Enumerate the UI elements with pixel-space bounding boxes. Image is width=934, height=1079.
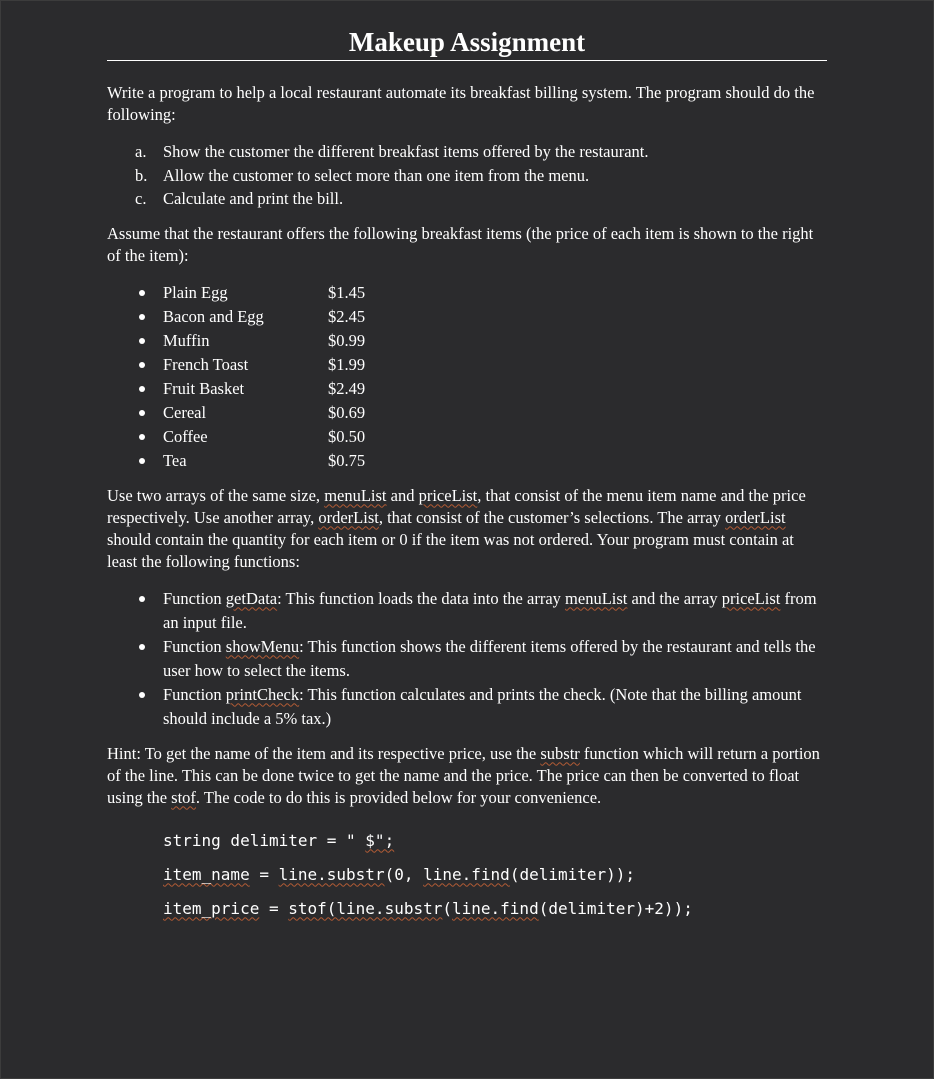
document-page [107,26,827,933]
flagged-word: getData [225,588,278,608]
menu-item-price: $0.69 [328,402,366,422]
requirements-list [107,140,827,211]
menu-item-name: French Toast [163,354,249,374]
flagged-code: item_price [163,898,260,918]
bullet-icon [139,458,145,464]
requirement-text: Calculate and print the bill. [163,189,344,208]
text-run: , that consist of the menu item name and the price respectively. Use another array, [107,485,806,527]
code-run: (delimiter)+2)); [538,898,693,918]
code-run: = [249,864,279,884]
bullet-icon [139,314,145,320]
menu-item-price: $1.99 [328,354,366,374]
hint-paragraph [107,743,827,809]
list-marker: b. [135,165,148,185]
bullet-icon [139,410,145,416]
menu-item [107,329,827,353]
code-block [107,831,827,918]
list-marker: c. [135,189,147,208]
menu-item [107,353,827,377]
menu-item [107,281,827,305]
flagged-word: stof [171,787,196,807]
function-item [107,683,827,731]
flagged-code: line.find [452,898,539,918]
flagged-code: item_name [163,864,250,884]
flagged-word: priceList [721,588,781,608]
flagged-word: substr [540,743,580,763]
code-run: (delimiter)); [509,864,636,884]
function-item [107,587,827,635]
code-run: ( [442,898,452,918]
requirement-text: Allow the customer to select more than one item from the menu. [163,165,590,185]
menu-item [107,305,827,329]
code-run: = [259,898,289,918]
text-run: . The code to do this is provided below for your convenience. [195,787,602,807]
menu-item-name: Plain Egg [163,282,228,302]
function-item [107,635,827,683]
flagged-word: menuList [565,588,628,608]
flagged-word: printCheck [225,684,300,704]
arrays-paragraph [107,485,827,573]
menu-item [107,401,827,425]
flagged-code: line.substr [278,864,385,884]
bullet-icon [139,386,145,392]
text-run: , that consist of the customer’s selections. The array [378,507,726,527]
flagged-word: showMenu [225,636,300,656]
requirement-item [107,140,827,164]
functions-list [107,587,827,731]
flagged-word: orderList [318,507,379,527]
menu-item-name: Bacon and Egg [163,306,264,326]
menu-item-name: Tea [163,450,187,470]
intro-paragraph: Write a program to help a local restaurant automate its breakfast billing system. The program should do the following: [107,83,815,124]
menu-item-price: $2.49 [328,378,366,398]
assume-paragraph: Assume that the restaurant offers the following breakfast items (the price of each item is shown to the right of the item): [107,223,814,265]
menu-item-name: Muffin [163,330,210,350]
page-title: Makeup Assignment [107,26,827,61]
menu-item-price: $0.75 [328,450,366,470]
text-run: : This function shows the different items offered by the restaurant and tells the user how to select the items. [163,636,816,680]
bullet-icon [139,362,145,368]
requirement-item [107,187,827,211]
menu-item-price: $1.45 [328,282,366,302]
flagged-word: orderList [725,507,786,527]
menu-item [107,449,827,473]
text-run: and [386,485,419,505]
menu-item [107,377,827,401]
bullet-icon [139,644,145,650]
text-run: and the array [627,588,722,608]
text-run: should contain the quantity for each item or 0 if the item was not ordered. Your program must contain at least the following functions: [107,529,794,571]
text-run: Function [163,684,226,704]
text-run: : This function calculates and prints the check. (Note that the billing amount should include a 5% tax.) [163,684,802,728]
flagged-code: stof(line.substr [288,898,443,918]
text-run: : This function loads the data into the array [277,588,566,608]
flagged-word: priceList [418,485,478,505]
text-run: Function [163,636,226,656]
flagged-word: menuList [324,485,387,505]
bullet-icon [139,596,145,602]
code-run: string delimiter = " [163,830,366,850]
menu-item-name: Coffee [163,426,208,446]
menu-item-price: $0.50 [328,426,366,446]
bullet-icon [139,338,145,344]
code-line [163,831,827,850]
text-run: function which will return a portion of the line. This can be done twice to get the name and the price. The price can then be converted to float using the [107,743,820,807]
bullet-icon [139,290,145,296]
requirement-item [107,164,827,188]
text-run: from an input file. [163,588,817,632]
code-run: (0, [384,864,424,884]
menu-item-price: $0.99 [328,330,366,350]
text-run: Hint: To get the name of the item and its respective price, use the [107,743,541,763]
flagged-code: line.find [423,864,510,884]
bullet-icon [139,434,145,440]
text-run: Function [163,588,226,608]
code-line [163,865,827,884]
list-marker: a. [135,142,147,161]
menu-item-name: Fruit Basket [163,378,245,398]
text-run: Use two arrays of the same size, [107,485,325,505]
menu-item-name: Cereal [163,402,207,422]
code-line [163,899,827,918]
menu-item [107,425,827,449]
flagged-code: $"; [365,830,395,850]
menu-item-price: $2.45 [328,306,366,326]
requirement-text: Show the customer the different breakfast items offered by the restaurant. [163,142,649,161]
bullet-icon [139,692,145,698]
menu-list [107,281,827,473]
